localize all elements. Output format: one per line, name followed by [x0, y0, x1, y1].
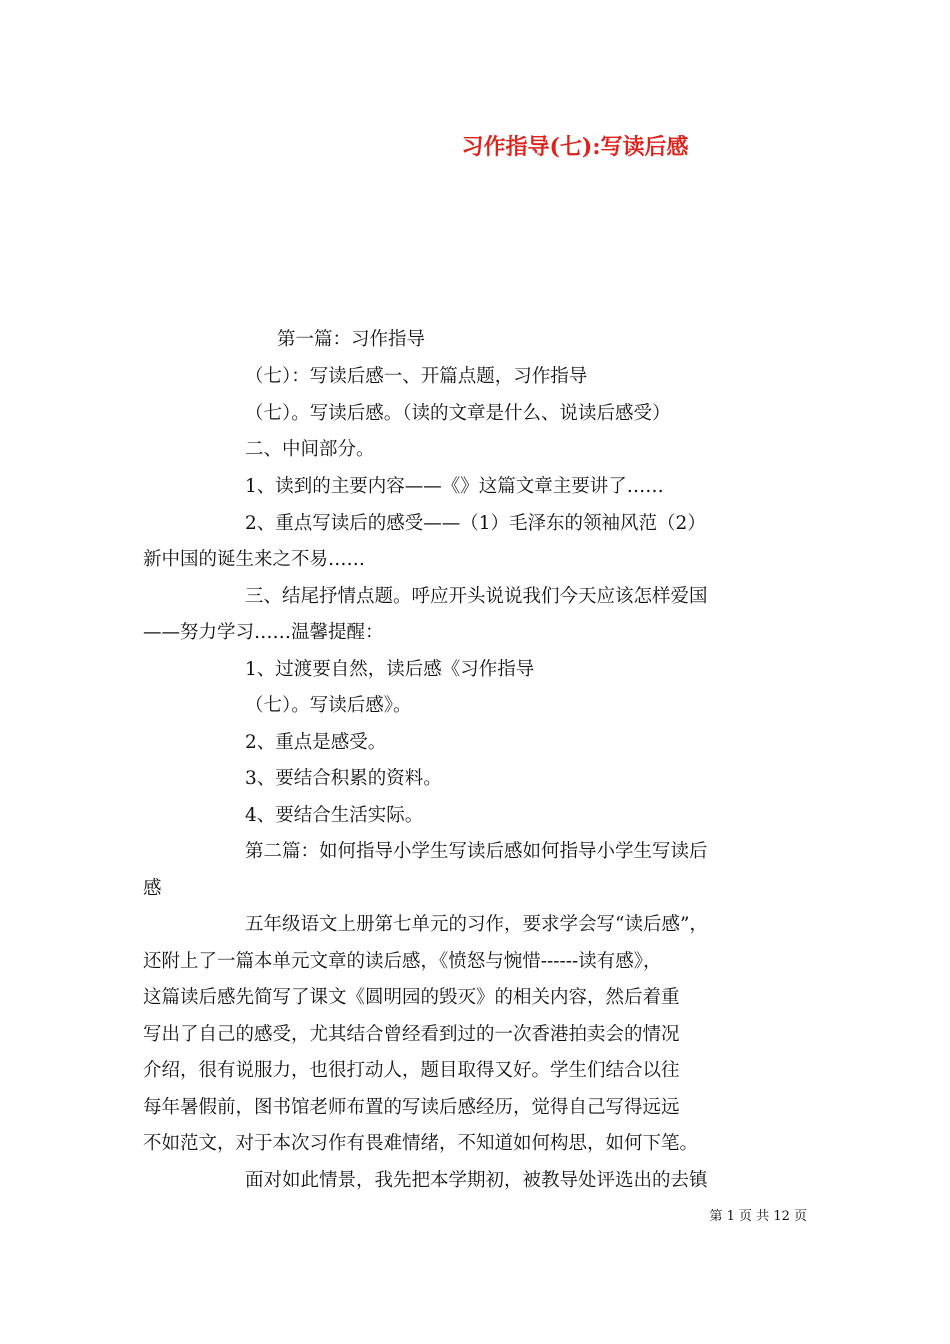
text-line: 二、中间部分。 — [245, 439, 375, 460]
page-footer: 第 1 页 共 12 页 — [709, 1209, 807, 1224]
text-line: 写出了自己的感受，尤其结合曾经看到过的一次香港拍卖会的情况 — [143, 1024, 680, 1045]
text-line: 这篇读后感先简写了课文《圆明园的毁灭》的相关内容，然后着重 — [143, 987, 680, 1008]
text-line: （七）。写读后感。（读的文章是什么、说读后感受） — [245, 403, 671, 424]
text-line: 感 — [143, 878, 162, 899]
text-line: 第二篇：如何指导小学生写读后感如何指导小学生写读后 — [245, 841, 708, 862]
text-line: ——努力学习……温馨提醒： — [143, 622, 384, 643]
text-line: 介绍，很有说服力，也很打动人，题目取得又好。学生们结合以往 — [143, 1060, 680, 1081]
text-line: （七）。写读后感》。 — [245, 695, 412, 716]
text-line: 不如范文，对于本次习作有畏难情绪，不知道如何构思，如何下笔。 — [143, 1133, 699, 1154]
text-line: 新中国的诞生来之不易…… — [143, 549, 366, 570]
text-line: 还附上了一篇本单元文章的读后感，《愤怒与惋惜------读有感》， — [143, 951, 662, 972]
text-line: 第一篇：习作指导 — [277, 329, 426, 350]
text-line: 1、过渡要自然，读后感《习作指导 — [245, 659, 535, 680]
text-line: 4、要结合生活实际。 — [245, 805, 424, 826]
text-line: 2、重点是感受。 — [245, 732, 387, 753]
text-line: 2、重点写读后的感受——（1）毛泽东的领袖风范（2） — [245, 513, 706, 534]
document-title: 习作指导(七):写读后感 — [461, 134, 689, 160]
text-line: （七）：写读后感一、开篇点题，习作指导 — [245, 366, 588, 387]
text-line: 五年级语文上册第七单元的习作，要求学会写“读后感”， — [245, 914, 708, 935]
text-line: 1、读到的主要内容——《》这篇文章主要讲了…… — [245, 476, 664, 497]
text-line: 面对如此情景，我先把本学期初，被教导处评选出的去镇 — [245, 1170, 708, 1191]
text-line: 每年暑假前，图书馆老师布置的写读后感经历，觉得自己写得远远 — [143, 1097, 680, 1118]
text-line: 三、结尾抒情点题。呼应开头说说我们今天应该怎样爱国 — [245, 586, 708, 607]
text-line: 3、要结合积累的资料。 — [245, 768, 442, 789]
